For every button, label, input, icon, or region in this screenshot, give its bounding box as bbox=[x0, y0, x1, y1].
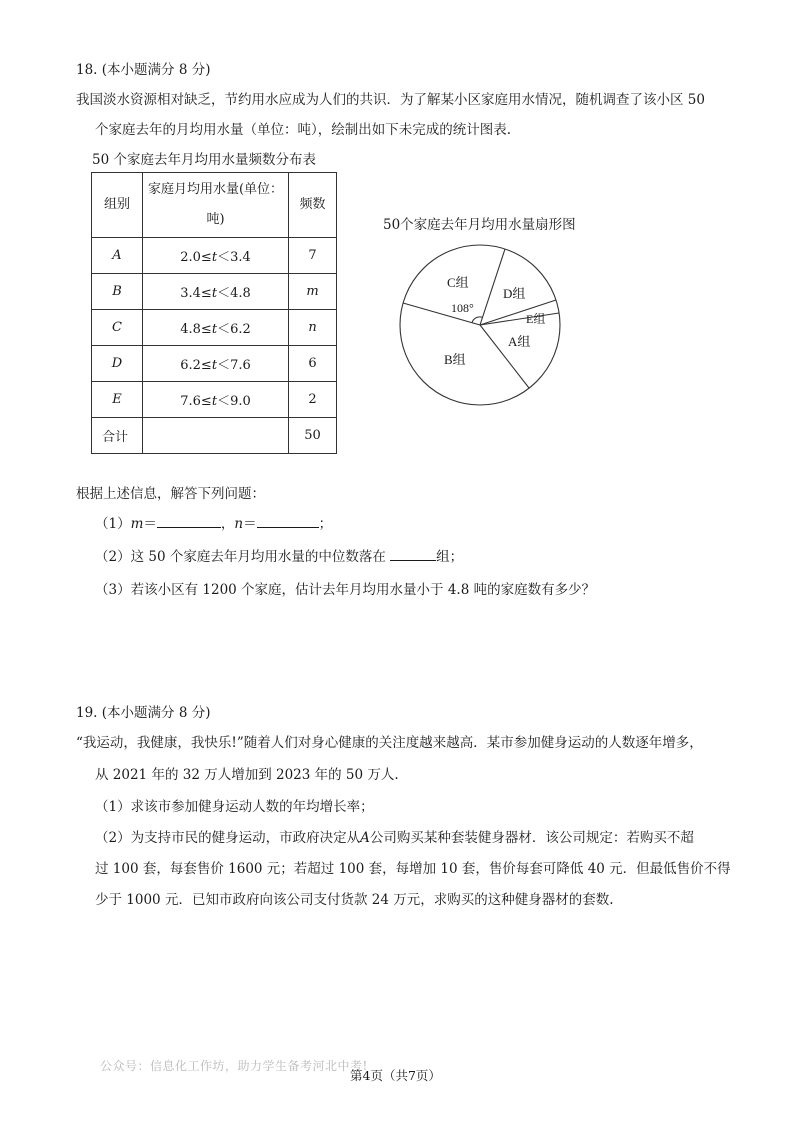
q19-line2: 从 2021 年的 32 万人增加到 2023 年的 50 万人. bbox=[95, 767, 399, 783]
q18-intro-line2: 个家庭去年的月均用水量（单位：吨），绘制出如下未完成的统计图表. bbox=[95, 122, 512, 138]
q18-intro-line1: 我国淡水资源相对缺乏，节约用水应成为人们的共识．为了解某小区家庭用水情况，随机调查了该小区 50 bbox=[76, 92, 705, 108]
header-water-usage-line1: 家庭月均用水量(单位： bbox=[147, 182, 284, 197]
answer-blank-n[interactable] bbox=[257, 513, 319, 528]
total-value: 50 bbox=[289, 418, 337, 454]
pie-angle-c: 108° bbox=[451, 301, 474, 315]
table-header-row bbox=[92, 173, 337, 238]
q18-score: (本小题满分 8 分) bbox=[101, 62, 211, 78]
row-range: 4.8≤t＜6.2 bbox=[143, 310, 289, 346]
frequency-table bbox=[91, 172, 337, 454]
pie-title: 50个家庭去年月均用水量扇形图 bbox=[383, 217, 576, 233]
table-row bbox=[92, 274, 337, 310]
q19-heading bbox=[76, 701, 211, 721]
row-range: 2.0≤t＜3.4 bbox=[143, 238, 289, 274]
table-total-row bbox=[92, 418, 337, 454]
q18-sub3: （3）若该小区有 1200 个家庭，估计去年月均用水量小于 4.8 吨的家庭数有多少？ bbox=[95, 582, 596, 598]
page-number: 第4页（共7页） bbox=[350, 1068, 441, 1083]
pie-label-c: C组 bbox=[447, 275, 469, 290]
answer-blank-median-group[interactable] bbox=[390, 546, 436, 561]
row-group: B bbox=[92, 274, 143, 310]
q19-sub1: （1）求该市参加健身运动人数的年均增长率； bbox=[95, 799, 374, 815]
header-water-usage bbox=[143, 173, 289, 238]
pie-chart bbox=[395, 240, 565, 410]
pie-label-b: B组 bbox=[444, 352, 466, 367]
pie-label-e: E组 bbox=[526, 312, 546, 326]
table-row bbox=[92, 346, 337, 382]
header-group: 组别 bbox=[92, 173, 143, 238]
table-row bbox=[92, 382, 337, 418]
q19-sub2-line3: 少于 1000 元．已知市政府向该公司支付货款 24 万元，求购买的这种健身器材的套数. bbox=[95, 892, 614, 908]
header-frequency: 频数 bbox=[289, 173, 337, 238]
answer-blank-m[interactable] bbox=[157, 513, 221, 528]
q19-score: (本小题满分 8 分) bbox=[101, 705, 211, 721]
row-range: 7.6≤t＜9.0 bbox=[143, 382, 289, 418]
header-water-usage-line2: 吨) bbox=[206, 212, 225, 227]
row-frequency: m bbox=[289, 274, 337, 310]
row-frequency: 2 bbox=[289, 382, 337, 418]
table-row bbox=[92, 238, 337, 274]
q18-sub2: （2）这 50 个家庭去年月均用水量的中位数落在 组； bbox=[95, 545, 463, 565]
total-label: 合计 bbox=[92, 418, 143, 454]
pie-radius-c-d bbox=[480, 249, 505, 325]
total-empty bbox=[143, 418, 289, 454]
watermark: 公众号：信息化工作坊，助力学生备考河北中考! bbox=[100, 1059, 368, 1073]
q18-number: 18. bbox=[76, 62, 98, 78]
table-row bbox=[92, 310, 337, 346]
q19-sub2: （2）为支持市民的健身运动，市政府决定从A公司购买某种套装健身器材．该公司规定：若购买不超 bbox=[95, 830, 694, 846]
row-group: C bbox=[92, 310, 143, 346]
row-frequency: 6 bbox=[289, 346, 337, 382]
row-range: 3.4≤t＜4.8 bbox=[143, 274, 289, 310]
row-group: D bbox=[92, 346, 143, 382]
q19-line1: “我运动，我健康，我快乐!”随着人们对身心健康的关注度越来越高．某市参加健身运动的人数逐年增多， bbox=[76, 735, 703, 751]
row-range: 6.2≤t＜7.6 bbox=[143, 346, 289, 382]
q18-prompt: 根据上述信息，解答下列问题： bbox=[76, 486, 265, 502]
row-group: A bbox=[92, 238, 143, 274]
pie-label-d: D组 bbox=[503, 286, 526, 301]
row-group: E bbox=[92, 382, 143, 418]
row-frequency: n bbox=[289, 310, 337, 346]
q19-sub2-line2: 过 100 套，每套售价 1600 元；若超过 100 套，每增加 10 套，售价每套可降低 40 元．但最低售价不得 bbox=[95, 861, 731, 877]
q19-number: 19. bbox=[76, 705, 98, 721]
q18-heading bbox=[76, 58, 211, 78]
row-frequency: 7 bbox=[289, 238, 337, 274]
table-title: 50 个家庭去年月均用水量频数分布表 bbox=[92, 152, 316, 168]
pie-label-a: A组 bbox=[508, 334, 531, 349]
q18-sub1: （1）m＝ ，n＝ ； bbox=[95, 512, 332, 532]
pie-radius-e-a bbox=[480, 313, 559, 325]
